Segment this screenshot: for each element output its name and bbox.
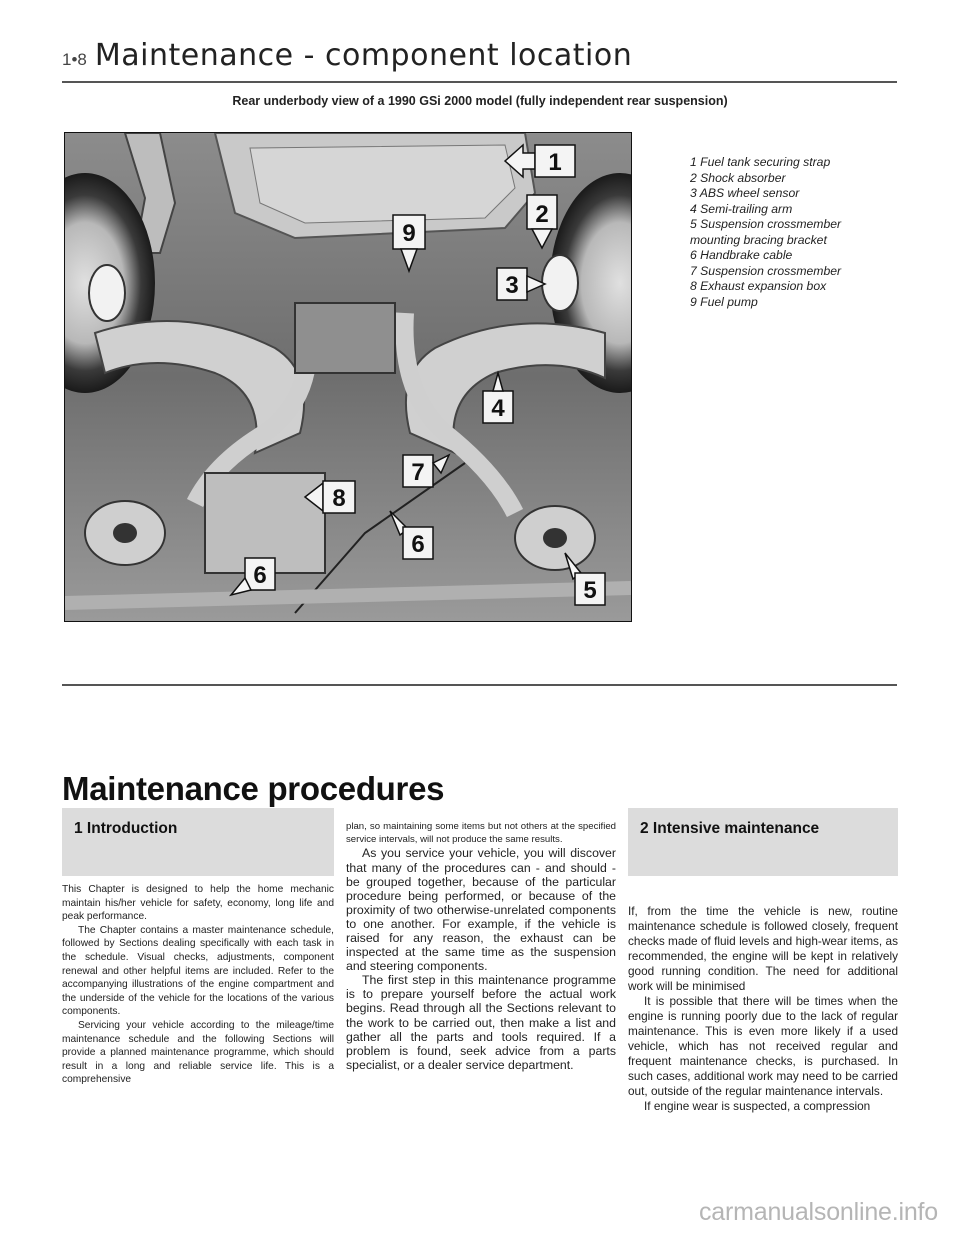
paragraph: Servicing your vehicle according to the mileage/time maintenance schedule and the following Sections will provide a planned maintenance programme, which should result in a long and reliable service life. This is a comprehensive (62, 1019, 334, 1086)
paragraph: If engine wear is suspected, a compression (644, 1099, 871, 1113)
legend-item: mounting bracing bracket (690, 232, 827, 247)
legend-item: 8 Exhaust expansion box (690, 279, 827, 293)
svg-text:8: 8 (332, 485, 346, 512)
paragraph: plan, so maintaining some items but not others at the specified service intervals, will not produce the same results. (346, 821, 616, 846)
section-2-heading: 2 Intensive maintenance (640, 820, 820, 837)
legend-item: 4 Semi-trailing arm (690, 201, 793, 216)
paragraph: As you service your vehicle, you will discover that many of the procedures can - and should - be grouped together, because of the particular procedure being performed, or because of the proximity of two otherwise-unrelated components to one another. For example, if the vehicle is raised for any reason, the exhaust can be inspected at the same time as the suspension and steering components. (346, 846, 616, 974)
legend-item: 9 Fuel pump (690, 294, 758, 309)
section-2-text (628, 904, 898, 1114)
paragraph: The first step in this maintenance programme is to prepare yourself before the actual work begins. Read through all the Sections relevant to the work to be carried out, then make a list and gather all the parts and tools required. If a problem is found, seek advice from a parts specialist, or a dealer service department. (346, 973, 616, 1072)
section-1-heading: 1 Introduction (74, 820, 178, 837)
page-title: Maintenance - component location (94, 38, 633, 73)
svg-text:4: 4 (491, 395, 505, 422)
section-1-heading-box (62, 808, 334, 876)
paragraph: This Chapter is designed to help the home mechanic maintain his/her vehicle for safety, economy, long life and peak performance. (62, 884, 334, 923)
paragraph: If, from the time the vehicle is new, routine maintenance schedule is followed closely, frequent checks made of fluid levels and high-wear items, as recommended, the engine will be kept in relatively good running condition. The need for additional work will be minimised (628, 904, 898, 993)
svg-text:2: 2 (535, 201, 549, 228)
svg-text:3: 3 (505, 272, 519, 299)
page-number: 1•8 (62, 50, 87, 69)
legend-item: 7 Suspension crossmember (690, 263, 842, 278)
figure-legend (690, 155, 890, 310)
svg-text:7: 7 (411, 459, 425, 486)
svg-text:6: 6 (253, 562, 267, 589)
svg-text:9: 9 (402, 220, 416, 247)
svg-text:6: 6 (411, 531, 425, 558)
svg-text:5: 5 (583, 577, 597, 604)
section-2-heading-box (628, 808, 898, 876)
legend-item: 5 Suspension crossmember (690, 217, 842, 231)
watermark: carmanualsonline.info (698, 1198, 938, 1226)
page-header (62, 38, 632, 73)
legend-item: 1 Fuel tank securing strap (690, 155, 831, 169)
underbody-photo (64, 132, 632, 622)
paragraph: The Chapter contains a master maintenance schedule, followed by Sections dealing specifically with each task in the schedule. Visual checks, adjustments, component renewal and other helpful items are included. Refer to the accompanying illustrations of the engine compartment and the underside of the vehicle for the locations of the various components. (62, 924, 334, 1018)
legend-item: 3 ABS wheel sensor (690, 186, 800, 200)
section-1-continued (346, 820, 616, 1072)
legend-item: 6 Handbrake cable (690, 248, 793, 262)
legend-item: 2 Shock absorber (690, 170, 786, 185)
paragraph: It is possible that there will be times when the engine is running poorly due to the lack of regular maintenance. This is even more likely if a used vehicle, which has not received regular and frequent maintenance checks, is purchased. In such cases, additional work may need to be carried out, outside of the regular maintenance intervals. (628, 994, 898, 1098)
section-1-text (62, 883, 334, 1087)
figure-caption: Rear underbody view of a 1990 GSi 2000 model (fully independent rear suspension) (232, 94, 728, 108)
top-rule (62, 81, 897, 83)
section-rule (62, 684, 897, 686)
procedures-title: Maintenance procedures (62, 770, 445, 807)
svg-text:1: 1 (548, 149, 562, 176)
